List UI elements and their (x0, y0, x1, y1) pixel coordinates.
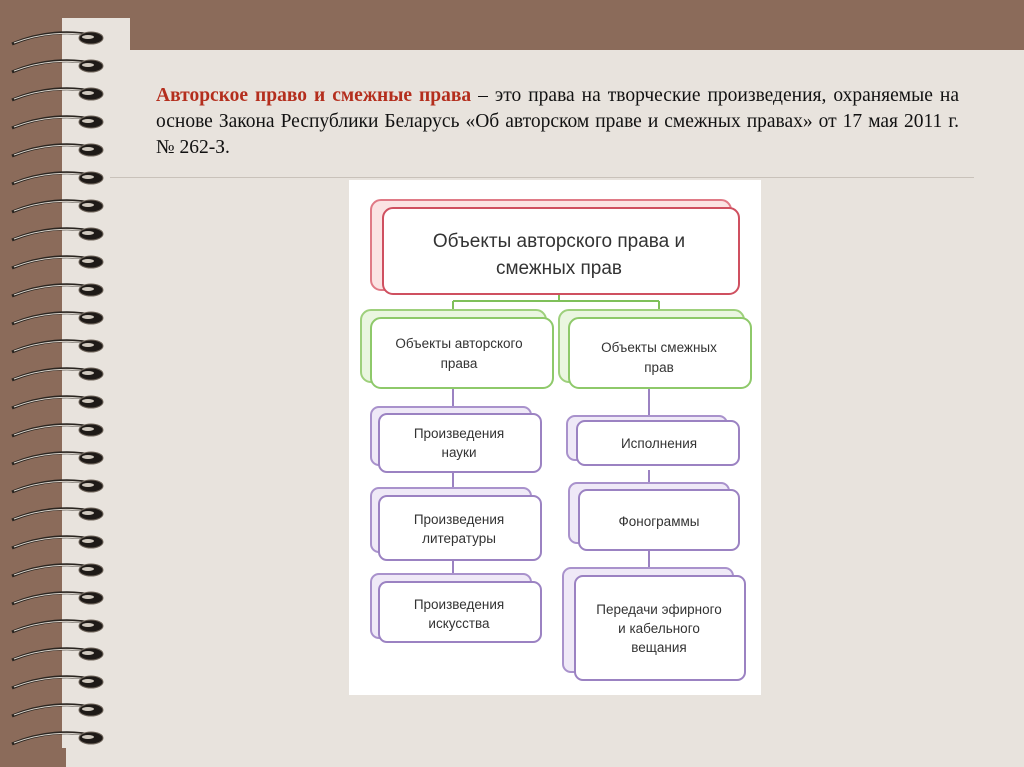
spiral-ring (12, 200, 103, 212)
right-header-label-1: Объекты смежных (601, 340, 717, 355)
right-header-node (559, 310, 751, 388)
root-label-1: Объекты авторского права и (432, 231, 686, 252)
spiral-ring (12, 116, 103, 128)
spiral-ring (12, 620, 103, 632)
spiral-ring (12, 32, 103, 44)
spiral-ring (12, 88, 103, 100)
spiral-ring (12, 648, 103, 660)
right-header-label-2: прав (644, 360, 674, 375)
definition-body: – это права на творческие произведения, охраняемые на основе Закона Республики Беларусь «Об авторском праве и смежных правах» от 17 мая 2011 г. № 262-З. (156, 85, 959, 158)
spiral-ring (12, 480, 103, 492)
left-header-label-1: Объекты авторского (395, 336, 523, 351)
spiral-ring (12, 676, 103, 688)
definition-text (156, 83, 959, 161)
spiral-ring (12, 60, 103, 72)
right-item-3-line-1: Передачи эфирного (596, 602, 722, 617)
spiral-ring (12, 536, 103, 548)
right-item-2 (569, 483, 739, 550)
spiral-binding (0, 0, 130, 767)
spiral-ring (12, 564, 103, 576)
spiral-ring (12, 424, 103, 436)
spiral-ring (12, 704, 103, 716)
spiral-ring (12, 340, 103, 352)
spiral-ring (12, 592, 103, 604)
spiral-ring (12, 396, 103, 408)
spiral-ring (12, 228, 103, 240)
left-item-3-line-2: искусства (428, 616, 490, 631)
right-item-3-line-2: и кабельного (618, 621, 700, 636)
left-header-node (361, 310, 553, 388)
diagram-panel (349, 180, 761, 695)
spiral-ring (12, 312, 103, 324)
spiral-ring (12, 508, 103, 520)
root-node (371, 200, 739, 294)
spiral-ring (12, 172, 103, 184)
spiral-ring (12, 144, 103, 156)
left-item-1-line-2: науки (441, 445, 477, 460)
right-item-2-line-1: Фонограммы (618, 514, 700, 529)
top-band (0, 0, 1024, 50)
left-item-1 (371, 407, 541, 472)
left-item-2 (371, 488, 541, 560)
spiral-ring (12, 368, 103, 380)
root-label-2: смежных прав (495, 258, 623, 279)
right-item-1-line-1: Исполнения (620, 436, 698, 451)
right-item-3-line-3: вещания (631, 640, 687, 655)
spiral-ring (12, 452, 103, 464)
definition-term: Авторское право и смежные права (156, 85, 472, 106)
spiral-ring (12, 256, 103, 268)
left-header-label-2: права (440, 356, 478, 371)
right-item-1 (567, 416, 739, 465)
left-item-3 (371, 574, 541, 642)
spiral-ring (12, 284, 103, 296)
left-item-2-line-2: литературы (422, 531, 496, 546)
objects-diagram (349, 180, 761, 695)
left-item-1-line-1: Произведения (413, 426, 505, 441)
divider (110, 177, 974, 178)
left-item-3-line-1: Произведения (413, 597, 505, 612)
spiral-ring (12, 732, 103, 744)
left-item-2-line-1: Произведения (413, 512, 505, 527)
right-item-3 (563, 568, 745, 680)
